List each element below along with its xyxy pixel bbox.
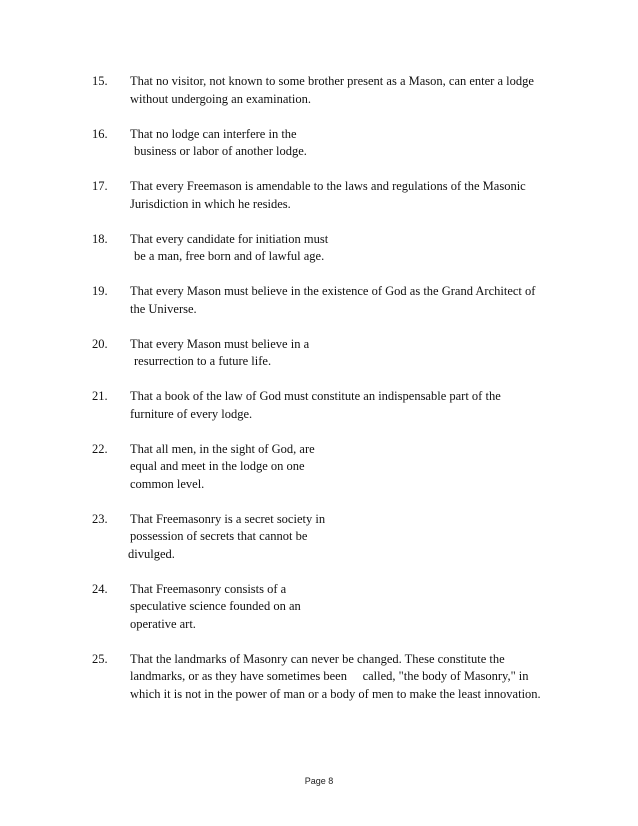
item-line: That Freemasonry consists of a xyxy=(130,581,287,596)
item-line: landmarks, or as they have sometimes been called, "the body of Masonry," in xyxy=(130,669,529,683)
item-line: speculative science founded on an xyxy=(130,599,301,613)
list-item-15 xyxy=(92,73,562,108)
item-number: 25. xyxy=(92,651,108,666)
item-number: 21. xyxy=(92,389,108,403)
item-number: 23. xyxy=(92,511,108,526)
item-line: That no visitor, not known to some brother present as a Mason, can enter a lodge xyxy=(130,74,534,88)
list-item-16 xyxy=(92,126,562,161)
list-item-17 xyxy=(92,178,562,213)
item-number: 15. xyxy=(92,74,108,88)
list-item-22 xyxy=(92,441,562,494)
item-line: without undergoing an examination. xyxy=(130,91,311,106)
list-item-18 xyxy=(92,231,562,266)
item-line: the Universe. xyxy=(130,301,197,316)
item-text xyxy=(130,651,562,704)
item-number: 16. xyxy=(92,126,108,141)
item-text xyxy=(130,283,562,318)
item-text xyxy=(130,336,562,371)
item-line: possession of secrets that cannot be xyxy=(130,529,308,543)
item-line: That every Mason must believe in the existence of God as the Grand Architect of xyxy=(130,284,536,298)
item-number: 18. xyxy=(92,231,108,246)
item-line: resurrection to a future life. xyxy=(134,354,272,368)
item-line: That the landmarks of Masonry can never be changed. These constitute the xyxy=(130,651,505,666)
list-item-21 xyxy=(92,388,562,423)
item-line: operative art. xyxy=(130,616,196,631)
item-line: That every Freemason is amendable to the laws and regulations of the Masonic xyxy=(130,179,526,193)
item-number: 20. xyxy=(92,336,108,351)
item-text xyxy=(130,388,562,423)
item-line: Jurisdiction in which he resides. xyxy=(130,196,291,211)
item-line: That a book of the law of God must constitute an indispensable part of the xyxy=(130,389,501,403)
item-text xyxy=(130,73,562,108)
item-line: That every candidate for initiation must xyxy=(130,231,329,246)
item-number: 19. xyxy=(92,284,108,298)
item-text xyxy=(130,126,562,161)
page-number: Page 8 xyxy=(304,776,334,786)
item-text xyxy=(130,441,562,494)
item-line: divulged. xyxy=(128,546,175,561)
item-number: 24. xyxy=(92,581,108,596)
item-line: furniture of every lodge. xyxy=(130,406,253,421)
item-number: 17. xyxy=(92,179,108,193)
item-line: That every Mason must believe in a xyxy=(130,336,310,351)
list-item-19 xyxy=(92,283,562,318)
item-text xyxy=(130,178,562,213)
item-line: equal and meet in the lodge on one xyxy=(130,459,305,473)
item-number: 22. xyxy=(92,441,108,456)
item-line: business or labor of another lodge. xyxy=(134,144,307,158)
list-item-20 xyxy=(92,336,562,371)
item-text xyxy=(130,231,562,266)
list-item-25 xyxy=(92,651,562,704)
item-line: common level. xyxy=(130,476,205,491)
item-text xyxy=(130,511,562,564)
list-item-24 xyxy=(92,581,562,634)
item-line: That Freemasonry is a secret society in xyxy=(130,511,326,526)
item-text xyxy=(130,581,562,634)
item-line: That all men, in the sight of God, are xyxy=(130,441,315,456)
item-line: be a man, free born and of lawful age. xyxy=(134,249,325,263)
item-line: which it is not in the power of man or a body of men to make the least innovation. xyxy=(130,686,541,701)
landmarks-list xyxy=(92,73,562,721)
item-line: That no lodge can interfere in the xyxy=(130,126,297,141)
list-item-23 xyxy=(92,511,562,564)
